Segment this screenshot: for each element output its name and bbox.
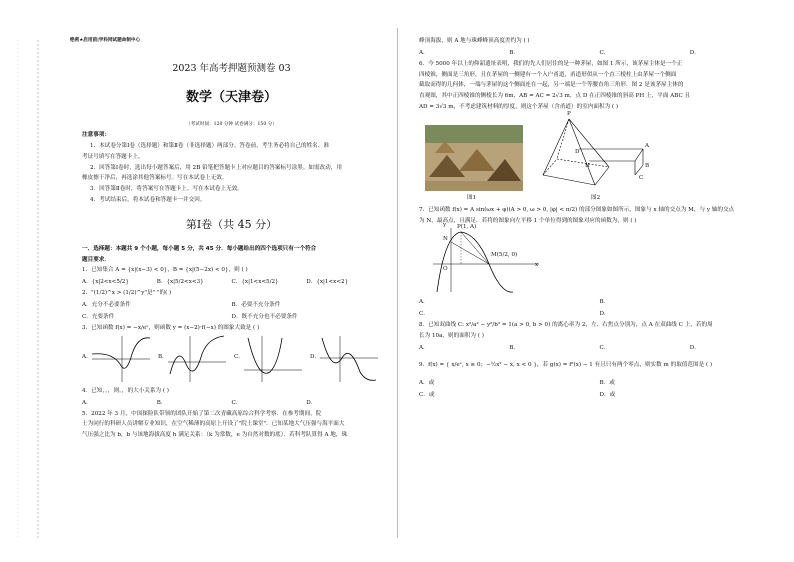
q9-stem: 9．f(x) = { x/eˣ, x ≥ 0；−½x² − x, x < 0 }，若 g(x) = f²(x) − 1 有且只有两个零点，则实数 m 的取值范围是 ( ) [419,361,713,368]
q4-options [82,397,381,409]
q4-stem: 4．已知，，，则，，的大小关系为 ( ) [82,387,169,394]
q8-option-b: B． [509,344,519,351]
figure1-photo [425,125,523,191]
q9-options [419,377,780,389]
q2-options-row1 [82,299,381,311]
q2-option-c: C．充要条件 [82,314,115,321]
notice-item: 2．回答第Ⅰ卷时，选出每小题答案后，用 2B 铅笔把答题卡上对应题目的答案标号涂黑。如需改动，用 [90,164,342,171]
q5-option-c: C． [599,49,610,56]
q5-line: 气压强之比为 b，b 与该地海拔高度 h 满足关系：（k 为常数，e 为自然对数的底）．若科考队算得 A 地，珠 [82,432,348,439]
notice-item: 考证号填写在答题卡上。 [82,153,144,160]
q3-graph-a [92,334,152,384]
q3-graph-b [168,334,228,384]
q6-line: 截取而得的几何体，一端与茅屋的这个侧面连在一起，另一端是一个等腰直角三角形．图 2 是该茅屋主体的 [419,82,684,89]
fig2-label-d: D [575,148,580,155]
notice-item: 4．考试结束后，将本试卷和答题卡一并交回。 [90,197,206,204]
exam-title: 2023 年高考押题预测卷 03 [172,62,291,74]
q8-option-a: A． [419,344,429,351]
q7-label-y: y [443,222,447,229]
q2-option-a: A．充分不必要条件 [82,302,131,309]
q2-stem: 2．"(1/2)^x > (1/2)^y"是" "的( ) [82,290,172,297]
q1-option-c: C．{x|1<x<5/2} [231,279,279,286]
q3-graph-d [320,334,380,384]
notice-heading: 注意事项： [82,132,110,139]
q7-label-p: P(1, A) [457,224,477,231]
q7-line: 为 N，最高点，且满足．若将的图象向左平移 1 个单位得到的图象对应的函数为，则 ( ) [419,217,637,224]
section-title: 第Ⅰ卷（共 45 分） [185,217,278,231]
q6-line: AD = 3√3 m，不考虑建筑材料的厚度，则这个茅屋（含甬道）的室内面积为 ( ) [419,103,619,110]
notice-item: 3．回答第Ⅱ卷时，将答案写在答题卡上。写在本试卷上无效。 [90,186,243,193]
q2-option-b: B．必要不充分条件 [231,302,281,309]
q4-option-a: A． [82,399,92,406]
q7-label-x: x [535,262,539,269]
q9-option-c: C．或 [419,391,435,398]
q6-figures [419,110,780,205]
q3-stem: 3．已知函数 f(x) = −x/eˣ，则函数 y = (x−2)·f(−x) 的图象大致是 ( ) [82,325,260,332]
q3-option-a: A． [82,353,92,360]
q9-option-a: A．或 [419,379,435,386]
q5-option-d: D． [689,49,700,56]
right-column [397,0,794,562]
q1-options [82,276,381,288]
q9-option-d: D．或 [599,391,616,398]
exam-meta: （考试时间：120 分钟 试卷满分：150 分） [186,121,277,127]
q7-option-a: A． [419,299,429,306]
fig2-label-a: A [645,142,650,149]
q7-options [419,296,780,308]
q9-option-b: B．或 [599,379,615,386]
q4-option-c: C． [231,399,242,406]
fig2-label-h: H [585,162,590,169]
q5-line: 士为同行的科研人员讲解专业知识，在空气稀薄的高原上开设了"院士课堂"．已知某地大气压强与海平面大 [82,421,345,428]
q5-line: 5．2022 年 3 月，中国探险队带领的团队开始了第二次青藏高原综合科学考察．在参考期间，院 [82,410,322,417]
secret-mark: 绝密★启用前|学科网试题命制中心 [70,38,141,43]
q3-option-b: B． [158,353,168,360]
section-intro: 一、选择题：本题共 9 个小题，每小题 5 分，共 45 分．每小题给出的四个选项只有一个符合 [82,245,317,252]
q5-continued: 峰顶海拔，则 A 地与珠峰峰顶高度差约为 ( ) [419,38,530,44]
q4-option-b: B． [156,399,167,406]
q3-options [82,334,381,386]
q2-options-row2 [82,311,381,323]
q3-graph-c [244,334,304,384]
q8-line: 长为 10a，则的面积为 ( ) [419,333,484,340]
q7-label-o: O [443,266,448,273]
q7-label-m: M(5/2, 0) [491,252,518,259]
q4-option-d: D． [306,399,317,406]
q1-option-b: B．{x|5/2<x<3} [156,279,204,286]
exam-subject: 数学（天津卷） [185,89,277,105]
figure2-label: 图2 [591,194,601,201]
q7-option-d: D． [599,311,610,318]
figure2-diagram [539,115,649,195]
q7-options [419,308,780,320]
q6-line: 直观图，其中正四棱锥的侧棱长为 6m，AB = AC = 2√3 m，点 D 在正四棱锥的斜高 PH 上，平面 ABC 且 [419,93,691,100]
q7-line: 7．已知函数 f(x) = A sin(ωx + φ)(A > 0, ω > 0, |φ| < π/2) 的部分图象如图所示，图象与 x 轴的交点为 M，与 y 轴的交点 [419,206,735,213]
q5-option-b: B． [509,49,519,56]
q7-option-b: B． [599,299,610,306]
q3-option-d: D． [310,353,321,360]
q1-option-d: D．{x|1<x<2} [306,279,349,286]
notice-item: 1．本试卷分第Ⅰ卷（选择题）和第Ⅱ卷（非选择题）两部分。答卷前，考生务必将自己的姓名、准 [90,143,329,150]
q6-line: 6．今 5000 年以上的仰韶遗址表明，我们的先人们居住的是一种茅屋，如图 1 所示，该茅屋主体是一个正 [419,60,683,67]
q7-graph [419,222,780,296]
q8-line: 8．已知双曲线 C: x²/a² − y²/b² = 1(a > 0, b > 0) 的离心率为 2，左、右焦点分别为，点 A 在双曲线 C 上，若的周 [419,322,713,329]
q1-stem: 1．已知集合 A = {x|(x−3) < 0}，B = {x|(5−2x) < 0}，则 ( ) [82,267,248,274]
figure1-label: 图1 [467,194,477,201]
q1-option-a: A．{x|2<x<5/2} [82,279,129,286]
fig2-label-b: B [645,162,650,169]
q8-option-c: C． [599,344,610,351]
section-intro: 题目要求． [82,256,110,263]
q3-option-c: C． [234,353,244,360]
notice-item: 橡皮擦干净后，再选涂其他答案标号。写在本试卷上无效。 [82,175,228,182]
q5-options [419,47,780,59]
q5-option-a: A． [419,49,429,56]
q7-option-c: C． [419,311,429,318]
q7-label-n: N [443,236,448,243]
q8-options [419,342,780,354]
fig2-label-c: C [639,174,644,181]
q6-line: 四棱锥，侧面是三角形，且在茅屋的一侧建有一个入户甬道，甬道形似从一个直三棱柱上由茅屋一个侧面 [419,71,677,78]
q8-option-d: D． [689,344,700,351]
q9-options [419,389,780,401]
fig2-label-p: P [567,110,571,117]
q2-option-d: D．既不充分也不必要条件 [231,314,298,321]
